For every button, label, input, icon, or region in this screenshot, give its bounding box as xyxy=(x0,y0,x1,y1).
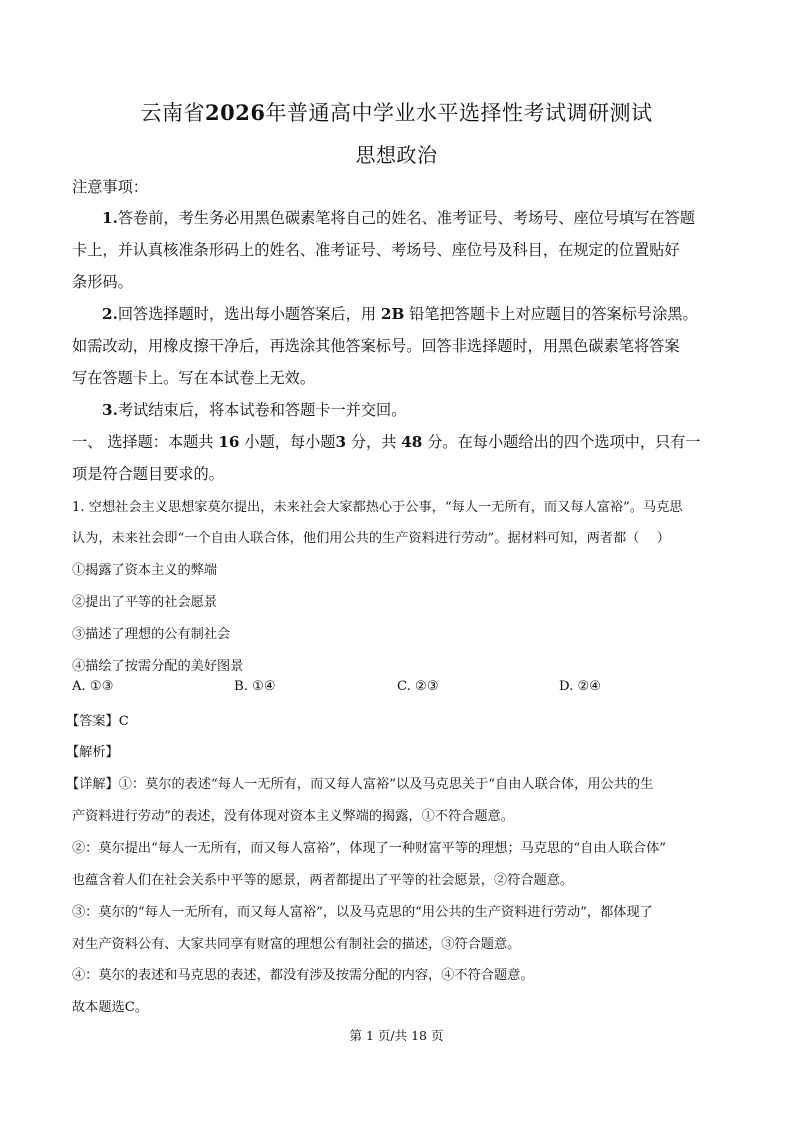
option-d: D. ②④ xyxy=(559,679,602,694)
page-title xyxy=(0,97,793,127)
section-1-text-a: 一、 选择题：本题共 xyxy=(72,433,214,451)
question-1-detail-line-1: 【详解】①：莫尔的表述“每人一无所有，而又每人富裕”以及马克思关于“自由人联合体，用公共的生 xyxy=(66,777,654,792)
notice-item-2-line-1 xyxy=(102,303,723,324)
question-1-analysis-heading: 【解析】 xyxy=(66,745,119,760)
question-1-detail-line-3: ②：莫尔提出“每人一无所有，而又每人富裕”，体现了一种财富平等的理想；马克思的“自由人联合体” xyxy=(72,841,667,856)
question-1-options xyxy=(72,679,722,699)
title-post: 年普通高中学业水平选择性考试调研测试 xyxy=(265,101,653,125)
question-1-stem-line-1: 1. 空想社会主义思想家莫尔提出，未来社会大家都热心于公事，“每人一无所有，而又每人富裕”。马克思 xyxy=(72,500,683,515)
notice-heading: 注意事项： xyxy=(72,178,148,196)
notice-item-1-line-3: 条形码。 xyxy=(72,273,133,291)
question-1-detail-line-5: ③：莫尔的“每人一无所有，而又每人富裕”，以及马克思的“用公共的生产资料进行劳动”，都体现了 xyxy=(72,905,653,920)
notice-item-3-text-1: 考试结束后，将本试卷和答题卡一并交回。 xyxy=(117,401,407,419)
question-1-answer: 【答案】C xyxy=(66,714,129,729)
title-pre: 云南省 xyxy=(140,101,206,125)
notice-item-2-text-1a: 回答选择题时，选出每小题答案后，用 xyxy=(117,305,377,323)
notice-item-2-text-1c: 铅笔把答题卡上对应题目的答案标号涂黑。 xyxy=(409,305,698,323)
notice-item-1-line-2: 卡上，并认真核准条形码上的姓名、准考证号、考场号、座位号及科目，在规定的位置贴好 xyxy=(72,241,680,259)
notice-item-1-number: 1. xyxy=(102,209,118,227)
notice-item-2-line-2: 如需改动，用橡皮擦干净后，再选涂其他答案标号。回答非选择题时，用黑色碳素笔将答案 xyxy=(72,337,680,355)
question-1-detail-line-6: 对生产资料公有、大家共同享有财富的理想公有制社会的描述，③符合题意。 xyxy=(72,937,521,952)
question-1-detail-line-4: 也蕴含着人们在社会关系中平等的愿景，两者都提出了平等的社会愿景，②符合题意。 xyxy=(72,873,574,888)
question-1-statement-2: ②提出了平等的社会愿景 xyxy=(72,595,218,610)
question-1-detail-line-7: ④：莫尔的表述和马克思的表述，都没有涉及按需分配的内容，④不符合题意。 xyxy=(72,968,534,983)
title-year: 2026 xyxy=(205,100,266,125)
option-a: A. ①③ xyxy=(72,679,114,694)
notice-item-1-text-1: 答卷前，考生务必用黑色碳素笔将自己的姓名、准考证号、考场号、座位号填写在答题 xyxy=(117,209,695,227)
notice-item-2-number: 2. xyxy=(102,305,118,323)
question-1-stem-line-2: 认为，未来社会即“一个自由人联合体，他们用公共的生产资料进行劳动”。据材料可知，两者都（ ） xyxy=(72,531,670,546)
section-1-question-count: 16 xyxy=(218,433,240,451)
option-b: B. ①④ xyxy=(234,679,276,694)
question-1-detail-line-2: 产资料进行劳动”的表述，没有体现对资本主义弊端的揭露，①不符合题意。 xyxy=(72,809,514,824)
notice-item-2-line-3: 写在答题卡上。写在本试卷上无效。 xyxy=(72,369,315,387)
question-1-statement-3: ③描述了理想的公有制社会 xyxy=(72,627,231,642)
notice-item-1-line-1 xyxy=(102,207,723,228)
section-1-instruction-line-2: 项是符合题目要求的。 xyxy=(72,465,224,483)
section-1-points-each: 3 xyxy=(335,433,347,451)
section-1-text-c: 分，共 xyxy=(350,433,397,451)
question-1-conclusion: 故本题选C。 xyxy=(72,1000,149,1015)
notice-item-3-line-1 xyxy=(102,399,723,420)
section-1-text-d: 分。在每小题给出的四个选项中，只有一 xyxy=(427,433,701,451)
page-subtitle: 思想政治 xyxy=(355,143,438,167)
question-1-statement-4: ④描绘了按需分配的美好图景 xyxy=(72,659,244,674)
section-1-total-points: 48 xyxy=(401,433,423,451)
section-1-instruction-line-1 xyxy=(72,431,723,452)
page-number-footer: 第 1 页/共 18 页 xyxy=(349,1028,444,1043)
notice-item-2-pencil: 2B xyxy=(380,305,405,323)
question-1-statement-1: ①揭露了资本主义的弊端 xyxy=(72,563,218,578)
option-c: C. ②③ xyxy=(397,679,439,694)
notice-item-3-number: 3. xyxy=(102,401,118,419)
section-1-text-b: 小题，每小题 xyxy=(244,433,336,451)
